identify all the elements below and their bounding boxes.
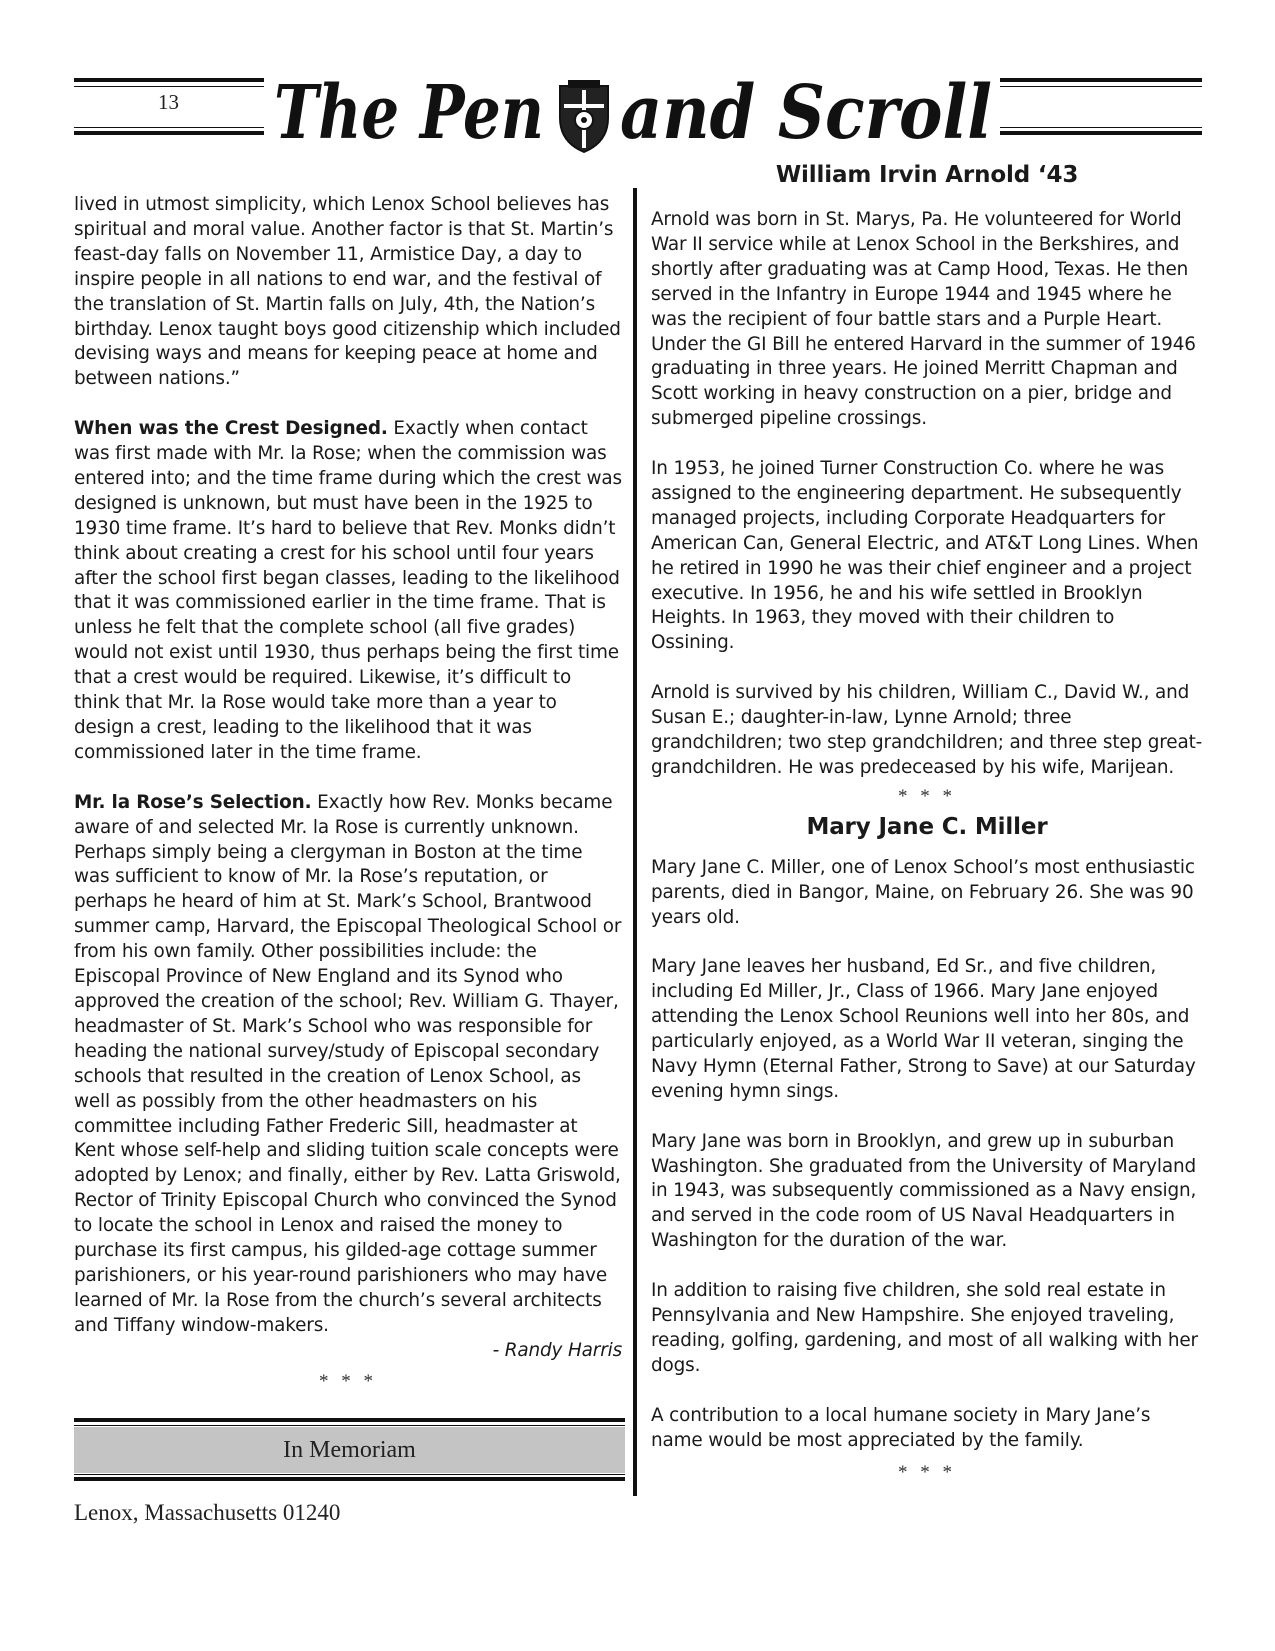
miller-paragraph-1: Mary Jane C. Miller, one of Lenox School’s most enthusiastic parents, died in Bangor, Maine, on February 26. She was 90 years old. [651,856,1195,928]
section-divider-stars: * * * [898,1462,956,1484]
obituary-heading-arnold: William Irvin Arnold ‘43 [775,162,1079,188]
column-divider [633,188,637,1496]
masthead-rule-right [1000,78,1202,136]
selection-lead: Mr. la Rose’s Selection. [74,791,312,813]
masthead-title [274,66,994,162]
crest-designed-lead: When was the Crest Designed. [74,418,388,440]
arnold-paragraph-1: Arnold was born in St. Marys, Pa. He volunteered for World War II service while at Lenox School in the Berkshires, and shortly after graduating was at Camp Hood, Texas. He then served in the Infantry in Europe 1944 and 1945 where he was the recipient of four battle stars and a Purple Heart. Under the GI Bill he entered Harvard in the summer of 1946 graduating in three years. He joined Merritt Chapman and Scott working in heavy construction on a pier, bridge and submerged pipeline crossings. [651,209,1196,430]
obituary-heading-miller: Mary Jane C. Miller [806,813,1048,840]
miller-paragraph-2: Mary Jane leaves her husband, Ed Sr., and five children, including Ed Miller, Jr., Class of 1966. Mary Jane enjoyed attending the Lenox School Reunions well into her 80s, and particularly enjoyed, as a World War II veteran, singing the Navy Hymn (Eternal Father, Strong to Save) at our Saturday evening hymn sings. [651,956,1196,1102]
miller-paragraph-3: Mary Jane was born in Brooklyn, and grew up in suburban Washington. She graduated from the University of Maryland in 1943, was subsequently commissioned as a Navy ensign, and served in the code room of US Naval Headquarters in Washington for the duration of the war. [651,1130,1197,1252]
school-crest-icon [560,80,608,152]
crest-designed-text: Exactly when contact was first made with Mr. la Rose; when the commission was entered into; and the time frame during which the crest was designed is unknown, but must have been in the 1925 to 1930 time frame. It’s hard to believe that Rev. Monks didn’t think about creating a crest for his school until four years after the school first began classes, leading to the likelihood that it was commissioned earlier in the time frame. That is unless he felt that the complete school (all five grades) would not exist until 1930, thus perhaps being the first time that a crest would be required. Likewise, it’s difficult to think that Mr. la Rose would take more than a year to design a crest, leading to the likelihood that it was commissioned later in the time frame. [74,418,622,763]
crest-designed-paragraph [74,417,622,766]
section-divider-stars: * * * [898,785,956,807]
footer-address: Lenox, Massachusetts 01240 [74,1500,341,1525]
miller-paragraph-5: A contribution to a local humane society in Mary Jane’s name would be most appreciated by the family. [651,1404,1151,1451]
crest-article-paragraph: lived in utmost simplicity, which Lenox School believes has spiritual and moral value. Another factor is that St. Martin’s feast-day falls on November 11, Armistice Day, a day to inspire people in all nations to end war, and the festival of the translation of St. Martin falls on July, 4th, the Nation’s birthday. Lenox taught boys good citizenship which included devising ways and means for keeping peace at home and between nations.” [74,194,621,390]
masthead-title-part2: and Scroll [620,70,992,156]
masthead [74,70,1202,162]
left-column [74,193,622,1394]
miller-paragraph-4: In addition to raising five children, she sold real estate in Pennsylvania and New Hampshire. She enjoyed traveling, reading, golfing, gardening, and most of all walking with her dogs. [651,1280,1198,1376]
in-memoriam-label: In Memoriam [74,1427,625,1473]
right-column [651,160,1203,1486]
masthead-title-part1: The Pen [274,70,544,156]
selection-paragraph [74,791,622,1339]
arnold-paragraph-3: Arnold is survived by his children, William C., David W., and Susan E.; daughter-in-law, Lynne Arnold; three grandchildren; two step grandchildren; and three step great-grandchildren. He was predeceased by his wife, Marijean. [651,682,1203,778]
section-divider-stars: * * * [319,1370,377,1392]
author-byline: - Randy Harris [492,1339,622,1361]
in-memoriam-banner [74,1418,625,1482]
page-number: 13 [158,90,179,114]
arnold-paragraph-2: In 1953, he joined Turner Construction Co. where he was assigned to the engineering department. He subsequently managed projects, including Corporate Headquarters for American Can, General Electric, and AT&T Long Lines. When he retired in 1990 he was their chief engineer and a project executive. In 1956, he and his wife settled in Brooklyn Heights. In 1963, they moved with their children to Ossining. [651,458,1199,654]
selection-text: Exactly how Rev. Monks became aware of and selected Mr. la Rose is currently unknown. Perhaps simply being a clergyman in Boston at the time was sufficient to know of Mr. la Rose’s reputation, or perhaps he heard of him at St. Mark’s School, Brantwood summer camp, Harvard, the Episcopal Theological School or from his own family. Other possibilities include: the Episcopal Province of New England and its Synod who approved the creation of the school; Rev. William G. Thayer, headmaster of St. Mark’s School who was responsible for heading the national survey/study of Episcopal secondary schools that resulted in the creation of Lenox School, as well as possibly from the other headmasters on his committee including Father Frederic Sill, headmaster at Kent whose self-help and sliding tuition scale concepts were adopted by Lenox; and finally, either by Rev. Latta Griswold, Rector of Trinity Episcopal Church who convinced the Synod to locate the school in Lenox and raised the money to purchase its first campus, his gilded-age cottage summer parishioners, or his year-round parishioners who may have learned of Mr. la Rose from the church’s several architects and Tiffany window-makers. [74,791,622,1336]
